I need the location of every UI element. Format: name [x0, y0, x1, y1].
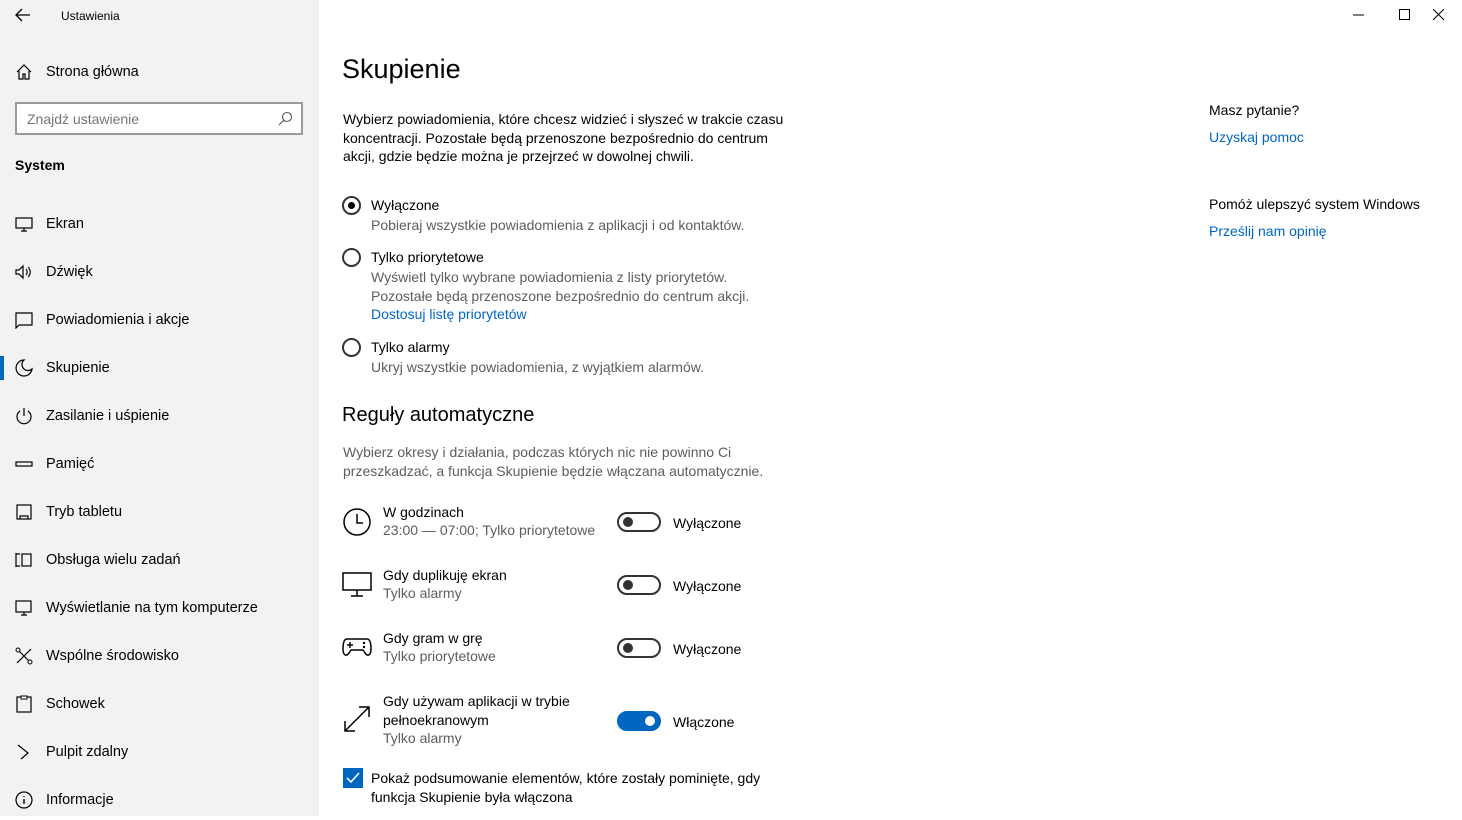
sidebar-item-label: Pamięć — [46, 456, 95, 472]
search-input[interactable] — [17, 104, 277, 133]
rule-title: Gdy gram w grę — [383, 630, 483, 646]
sidebar-item-pulpit-zdalny[interactable] — [0, 732, 319, 772]
sidebar-item-wyswietlanie[interactable] — [0, 588, 319, 628]
notification-icon — [15, 311, 33, 329]
storage-icon — [15, 455, 33, 473]
home-icon — [15, 63, 33, 81]
rule-subtitle: 23:00 — 07:00; Tylko priorytetowe — [383, 522, 596, 538]
sidebar-item-label: Ekran — [46, 216, 84, 232]
sidebar-item-zasilanie[interactable] — [0, 396, 319, 436]
toggle-state: Wyłączone — [673, 641, 742, 657]
sidebar — [0, 0, 319, 816]
rule-subtitle: Tylko alarmy — [383, 730, 462, 746]
power-icon — [15, 407, 33, 425]
summary-checkbox[interactable] — [343, 768, 363, 788]
rule-title: Gdy duplikuję ekran — [383, 567, 507, 583]
sidebar-item-wiele-zadan[interactable] — [0, 540, 319, 580]
toggle-state: Włączone — [673, 714, 735, 730]
rule-title: W godzinach — [383, 504, 464, 520]
search-icon[interactable] — [278, 111, 293, 126]
sidebar-item-dzwiek[interactable] — [0, 252, 319, 292]
rule-title: Gdy używam aplikacji w trybie pełnoekranowym — [383, 693, 570, 728]
rule-subtitle: Tylko alarmy — [383, 585, 462, 601]
sidebar-item-schowek[interactable] — [0, 684, 319, 724]
sidebar-item-label: Wspólne środowisko — [46, 648, 179, 664]
option-description: Ukryj wszystkie powiadomienia, z wyjątkiem alarmów. — [371, 359, 704, 375]
option-description: Wyświetl tylko wybrane powiadomienia z listy priorytetów. — [371, 269, 728, 285]
sidebar-item-informacje[interactable] — [0, 780, 319, 820]
rule-subtitle: Tylko priorytetowe — [383, 648, 496, 664]
section-heading: System — [15, 157, 65, 173]
close-icon — [1433, 9, 1445, 21]
minimize-icon — [1353, 9, 1365, 21]
sidebar-item-label: Obsługa wielu zadań — [46, 552, 181, 568]
fullscreen-icon — [342, 704, 372, 734]
multitasking-icon — [15, 551, 33, 569]
toggle-w-godzinach[interactable] — [617, 512, 661, 532]
toggle-gram-w-gre[interactable] — [617, 638, 661, 658]
clock-icon — [342, 507, 372, 537]
page-title: Skupienie — [342, 54, 461, 84]
option-label: Tylko priorytetowe — [371, 249, 484, 265]
remote-desktop-icon — [15, 743, 33, 761]
option-description: Pozostałe będą przenoszone bezpośrednio do centrum akcji. — [371, 288, 750, 304]
maximize-icon — [1399, 9, 1411, 21]
radio-tylko-alarmy[interactable] — [342, 338, 361, 357]
monitor-icon — [342, 569, 372, 599]
feedback-heading: Pomóż ulepszyć system Windows — [1209, 196, 1420, 212]
sidebar-item-label: Dźwięk — [46, 264, 93, 280]
help-heading: Masz pytanie? — [1209, 102, 1300, 118]
sidebar-item-ekran[interactable] — [0, 204, 319, 244]
sidebar-item-pamiec[interactable] — [0, 444, 319, 484]
minimize-button[interactable] — [1336, 0, 1382, 30]
toggle-state: Wyłączone — [673, 515, 742, 531]
priority-list-link[interactable]: Dostosuj listę priorytetów — [371, 306, 527, 322]
sidebar-item-powiadomienia[interactable] — [0, 300, 319, 340]
summary-checkbox-label: Pokaż podsumowanie elementów, które zostały pominięte, gdy funkcja Skupienie była włączona — [371, 770, 761, 805]
tablet-icon — [15, 503, 33, 521]
gamepad-icon — [342, 633, 372, 663]
option-description: Pobieraj wszystkie powiadomienia z aplikacji i od kontaktów. — [371, 217, 745, 233]
close-button[interactable] — [1416, 0, 1462, 30]
moon-icon — [15, 359, 33, 377]
feedback-link[interactable]: Prześlij nam opinię — [1209, 223, 1327, 239]
clipboard-icon — [15, 695, 33, 713]
sidebar-item-home[interactable] — [0, 52, 319, 92]
sidebar-item-label: Schowek — [46, 696, 105, 712]
sidebar-item-label: Tryb tabletu — [46, 504, 123, 520]
sidebar-item-label: Strona główna — [46, 64, 139, 80]
toggle-duplikuje-ekran[interactable] — [617, 575, 661, 595]
sidebar-item-label: Zasilanie i uśpienie — [46, 408, 170, 424]
info-icon — [15, 791, 33, 809]
speaker-icon — [15, 263, 33, 281]
rules-heading: Reguły automatyczne — [342, 404, 535, 426]
page-description: Wybierz powiadomienia, które chcesz widzieć i słyszeć w trakcie czasu koncentracji. Pozostałe będą przenoszone bezpośrednio do centrum akcji, gdzie będzie można je przejrzeć w dowolnej chwili. — [343, 111, 784, 164]
sidebar-item-label: Powiadomienia i akcje — [46, 312, 190, 328]
radio-wylaczone[interactable] — [342, 196, 361, 215]
sidebar-item-wspolne[interactable] — [0, 636, 319, 676]
sidebar-item-label: Wyświetlanie na tym komputerze — [46, 600, 258, 616]
app-title: Ustawienia — [61, 9, 120, 23]
checkmark-icon — [343, 768, 363, 788]
radio-tylko-priorytetowe[interactable] — [342, 248, 361, 267]
sidebar-item-tryb-tabletu[interactable] — [0, 492, 319, 532]
get-help-link[interactable]: Uzyskaj pomoc — [1209, 129, 1304, 145]
sidebar-item-label: Pulpit zdalny — [46, 744, 129, 760]
rules-description: Wybierz okresy i działania, podczas których nic nie powinno Ci przeszkadzać, a funkcja Skupienie będzie włączana automatycznie. — [343, 444, 764, 479]
sidebar-item-label: Skupienie — [46, 360, 110, 376]
back-arrow-icon[interactable] — [14, 6, 32, 24]
toggle-pelny-ekran[interactable] — [617, 711, 661, 731]
sidebar-item-skupienie[interactable] — [0, 348, 319, 388]
search-box[interactable] — [15, 102, 303, 135]
toggle-state: Wyłączone — [673, 578, 742, 594]
option-label: Wyłączone — [371, 197, 440, 213]
monitor-icon — [15, 215, 33, 233]
projecting-icon — [15, 599, 33, 617]
shared-experiences-icon — [15, 647, 33, 665]
option-label: Tylko alarmy — [371, 339, 450, 355]
sidebar-item-label: Informacje — [46, 792, 114, 808]
